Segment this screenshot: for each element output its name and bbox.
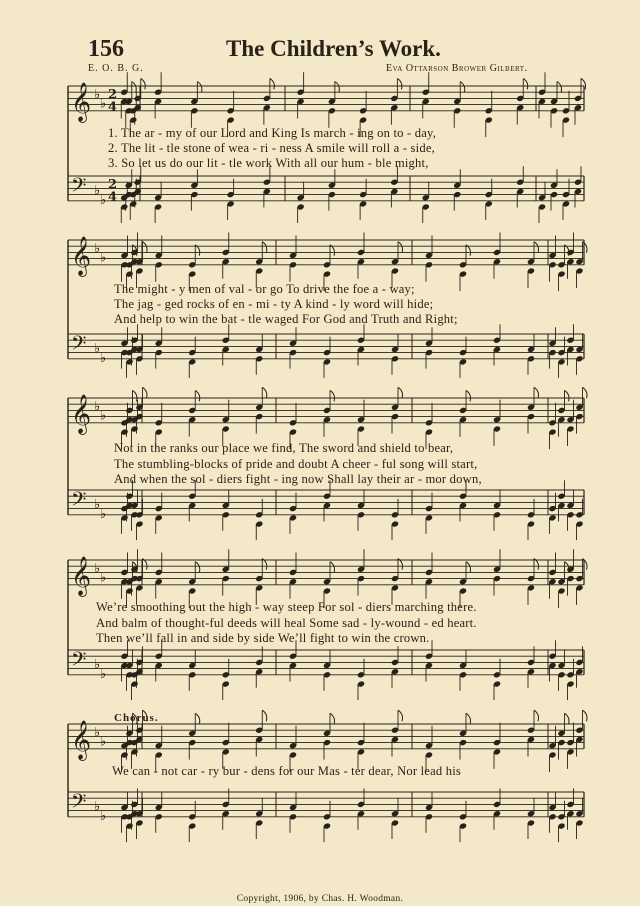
note-flag bbox=[195, 390, 200, 401]
note-flag bbox=[581, 78, 586, 89]
bass-clef-icon: 𝄢 bbox=[71, 647, 87, 676]
flat-sign-icon: ♭ bbox=[100, 96, 107, 112]
treble-clef-icon: 𝄞 bbox=[71, 719, 92, 760]
treble-clef-icon: 𝄞 bbox=[71, 393, 92, 434]
note-flag bbox=[398, 387, 403, 398]
note-flag bbox=[195, 713, 200, 724]
note-flag bbox=[398, 710, 403, 721]
flat-sign-icon: ♭ bbox=[100, 192, 107, 208]
lyric-line: 3. So let us do our lit - tle work With all our hum - ble might, bbox=[108, 156, 429, 170]
note-flag bbox=[557, 82, 562, 93]
flat-sign-icon: ♭ bbox=[94, 341, 101, 357]
flat-sign-icon: ♭ bbox=[100, 408, 107, 424]
lyric-line: 1. The ar - my of our Lord and King Is march - ing on to - day, bbox=[108, 126, 437, 140]
lyric-line: The might - y men of val - or go To drive the foe a - way; bbox=[114, 282, 415, 296]
note-flag bbox=[335, 82, 340, 93]
note-flag bbox=[583, 242, 588, 253]
note-flag bbox=[534, 710, 539, 721]
treble-clef-icon: 𝄞 bbox=[71, 81, 92, 122]
bass-clef-icon: 𝄢 bbox=[71, 487, 87, 516]
note-flag bbox=[466, 713, 471, 724]
hymn-number: 156 bbox=[88, 36, 124, 62]
copyright-notice: Copyright, 1906, by Chas. H. Woodman. bbox=[236, 894, 404, 904]
note-flag bbox=[523, 78, 528, 89]
note-flag bbox=[270, 78, 275, 89]
note-flag bbox=[583, 387, 588, 398]
bass-clef-icon: 𝄢 bbox=[71, 789, 87, 818]
flat-sign-icon: ♭ bbox=[94, 657, 101, 673]
flat-sign-icon: ♭ bbox=[100, 506, 107, 522]
note-flag bbox=[195, 562, 200, 573]
flat-sign-icon: ♭ bbox=[100, 350, 107, 366]
note-flag bbox=[133, 390, 138, 401]
lyric-line: And balm of thought-ful deeds will heal Some sad - ly-wound - ed heart. bbox=[96, 616, 477, 630]
note-flag bbox=[397, 78, 402, 89]
time-signature: 4 bbox=[108, 99, 118, 115]
note-flag bbox=[330, 562, 335, 573]
flat-sign-icon: ♭ bbox=[94, 183, 101, 199]
note-flag bbox=[141, 78, 146, 89]
flat-sign-icon: ♭ bbox=[94, 561, 101, 577]
bass-clef-icon: 𝄢 bbox=[71, 173, 87, 202]
note-flag bbox=[262, 242, 267, 253]
note-flag bbox=[262, 387, 267, 398]
lyric-line: And help to win the bat - tle waged For God and Truth and Right; bbox=[114, 312, 458, 326]
note-flag bbox=[534, 242, 539, 253]
flat-sign-icon: ♭ bbox=[94, 241, 101, 257]
note-flag bbox=[565, 713, 570, 724]
lyric-line: Then we’ll fall in and side by side We’ll fight to win the crown. bbox=[96, 631, 430, 645]
time-signature: 2 bbox=[108, 177, 118, 193]
note-flag bbox=[132, 82, 137, 93]
note-flag bbox=[466, 562, 471, 573]
time-signature: 4 bbox=[108, 189, 118, 205]
meter-attribution: E. O. B. G. bbox=[88, 63, 144, 74]
lyric-line: Not in the ranks our place we find, The sword and shield to bear, bbox=[114, 441, 454, 455]
flat-sign-icon: ♭ bbox=[100, 734, 107, 750]
note-flag bbox=[262, 710, 267, 721]
author-attribution: Eva Ottarson Brower Gilbert. bbox=[386, 63, 528, 74]
note-flag bbox=[143, 242, 148, 253]
chorus-label: Chorus. bbox=[114, 712, 159, 724]
lyric-line: We’re smoothing out the high - way steep For sol - diers marching there. bbox=[96, 600, 477, 614]
bass-clef-icon: 𝄢 bbox=[71, 331, 87, 360]
hymn-title: The Children’s Work. bbox=[226, 36, 441, 61]
treble-clef-icon: 𝄞 bbox=[71, 555, 92, 596]
note-flag bbox=[534, 387, 539, 398]
flat-sign-icon: ♭ bbox=[94, 399, 101, 415]
flat-sign-icon: ♭ bbox=[100, 570, 107, 586]
note-flag bbox=[460, 82, 465, 93]
lyric-line: The stumbling-blocks of pride and doubt A cheer - ful song will start, bbox=[114, 457, 478, 471]
flat-sign-icon: ♭ bbox=[94, 799, 101, 815]
flat-sign-icon: ♭ bbox=[100, 250, 107, 266]
flat-sign-icon: ♭ bbox=[94, 87, 101, 103]
lyric-line: And when the sol - diers fight - ing now Shall lay their ar - mor down, bbox=[114, 472, 482, 486]
note-flag bbox=[197, 82, 202, 93]
flat-sign-icon: ♭ bbox=[100, 808, 107, 824]
note-flag bbox=[466, 390, 471, 401]
flat-sign-icon: ♭ bbox=[94, 497, 101, 513]
note-flag bbox=[583, 710, 588, 721]
flat-sign-icon: ♭ bbox=[100, 666, 107, 682]
note-flag bbox=[330, 713, 335, 724]
note-flag bbox=[143, 387, 148, 398]
treble-clef-icon: 𝄞 bbox=[71, 235, 92, 276]
lyric-line: 2. The lit - tle stone of wea - ri - ness A smile will roll a - side, bbox=[108, 141, 435, 155]
note-flag bbox=[565, 390, 570, 401]
lyric-line: We can - not car - ry bur - dens for our Mas - ter dear, Nor lead his bbox=[112, 764, 462, 778]
note-flag bbox=[330, 390, 335, 401]
flat-sign-icon: ♭ bbox=[94, 725, 101, 741]
note-flag bbox=[398, 242, 403, 253]
lyric-line: The jag - ged rocks of en - mi - ty A kind - ly word will hide; bbox=[114, 297, 434, 311]
time-signature: 2 bbox=[108, 87, 118, 103]
